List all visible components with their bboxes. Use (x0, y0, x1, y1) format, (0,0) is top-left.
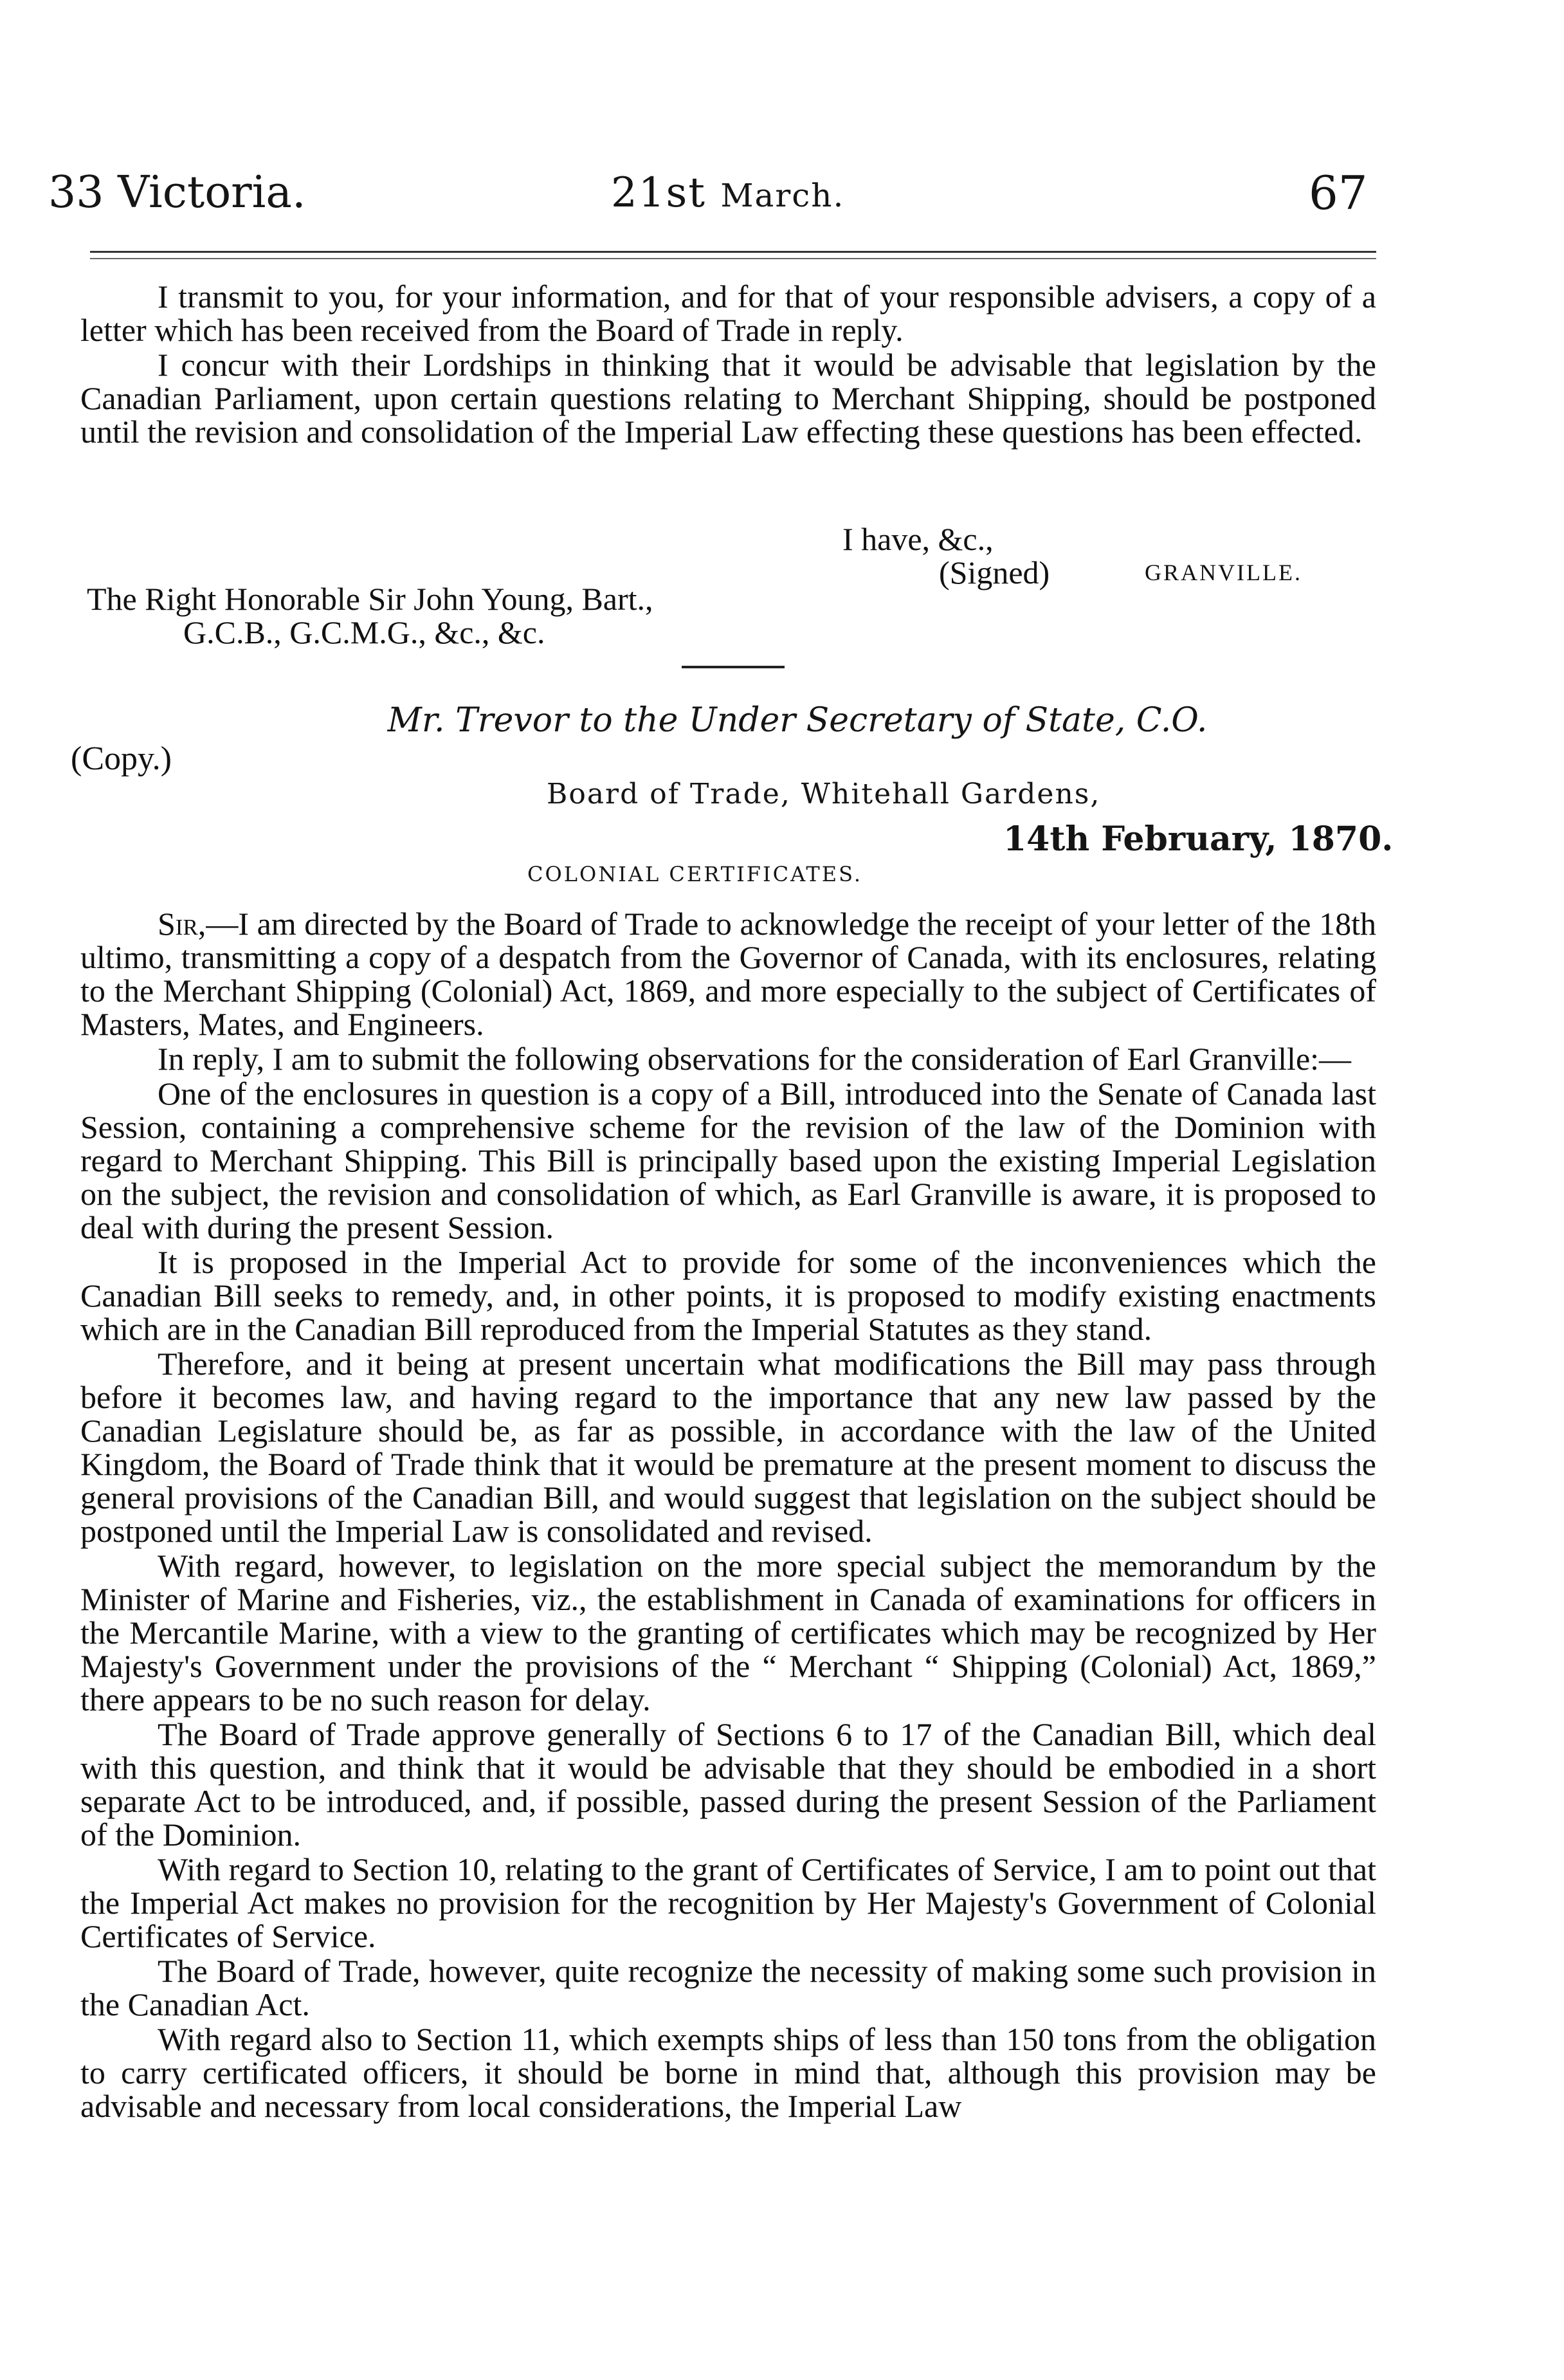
paragraph: With regard, however, to legislation on the more special subject the memorandum by the Minister of Marine and Fisheries, viz., the establishment in Canada of examinations for officers in the Mercantile Marine, with a view to the granting of certificates which may be recognized by Her Majesty's Government under the provisions of the “ Merchant “ Shipping (Colonial) Act, 1869,” there appears to be no such reason for delay. (80, 1548, 1376, 1717)
section-divider (682, 666, 785, 668)
addressee (87, 582, 859, 649)
paragraph: The Board of Trade, however, quite recognize the necessity of making some such provision in the Canadian Act. (80, 1953, 1376, 2022)
paragraph: With regard also to Section 11, which exempts ships of less than 150 tons from the obligation to carry certificated officers, it should be borne in mind that, although this provision may be advisable and necessary from local considerations, the Imperial Law (80, 2021, 1376, 2124)
letter-heading: Mr. Trevor to the Under Secretary of State, C.O. (387, 701, 1208, 740)
paragraph: The Board of Trade approve generally of Sections 6 to 17 of the Canadian Bill, which deal with this question, and think that it would be advisable that they should be embodied in a short separate Act to be introduced, and, if possible, passed during the present Session of the Parliament of the Dominion. (80, 1716, 1376, 1853)
addressee-name: The Right Honorable Sir John Young, Bart., (87, 581, 653, 617)
letter-body-trevor (80, 907, 1376, 2123)
page-number: 67 (1309, 166, 1368, 220)
paragraph: It is proposed in the Imperial Act to provide for some of the inconveniences which the Canadian Bill seeks to remedy, and, in other points, it is proposed to modify existing enactments which are in the Canadian Bill reproduced from the Imperial Statutes as they stand. (80, 1244, 1376, 1347)
copy-label: (Copy.) (71, 740, 172, 777)
running-head-regnal-year: 33 Victoria. (48, 167, 306, 218)
running-head-date (611, 164, 844, 224)
paragraph: With regard to Section 10, relating to the grant of Certificates of Service, I am to point out that the Imperial Act makes no provision for the recognition by Her Majesty's Government of Colonial Certificates of Service. (80, 1851, 1376, 1954)
signed-label: (Signed) (939, 554, 1050, 590)
letter-body-granville (80, 280, 1376, 448)
letter-date: 14th February, 1870. (1003, 819, 1394, 859)
paragraph-text: —I am directed by the Board of Trade to acknowledge the receipt of your letter of the 18th ultimo, transmitting a copy of a despatch from the Governor of Canada, with its enclosures, relating to the Merchant Shipping (Colonial) Act, 1869, and more especially to the subject of Certificates of Masters, Mates, and Engineers. (80, 906, 1376, 1042)
paragraph: In reply, I am to submit the following observations for the consideration of Earl Granville:— (158, 1041, 1352, 1077)
paragraph: I transmit to you, for your information, and for that of your responsible advisers, a copy of a letter which has been received from the Board of Trade in reply. (80, 279, 1376, 348)
running-head-day: 21st (611, 169, 706, 217)
paragraph (80, 907, 1376, 1041)
closing-block (842, 522, 1389, 589)
running-head-month: March. (720, 177, 845, 214)
paragraph: One of the enclosures in question is a copy of a Bill, introduced into the Senate of Canada last Session, containing a comprehensive scheme for the revision of the law of the Dominion with regard to Merchant Shipping. This Bill is principally based upon the existing Imperial Legislation on the subject, the revision and consolidation of which, as Earl Granville is aware, it is proposed to deal with during the present Session. (80, 1076, 1376, 1245)
salutation: Sir, (158, 906, 206, 942)
addressee-honours: G.C.B., G.C.M.G., &c., &c. (183, 614, 545, 650)
paragraph: I concur with their Lordships in thinking that it would be advisable that legislation by the Canadian Parliament, upon certain questions relating to Merchant Shipping, should be postponed until the revision and consolidation of the Imperial Law effecting these questions has been effected. (80, 347, 1376, 450)
header-rule (90, 251, 1376, 259)
running-head (0, 164, 1564, 235)
subject-caption: COLONIAL CERTIFICATES. (527, 862, 863, 886)
paragraph: Therefore, and it being at present uncertain what modifications the Bill may pass through before it becomes law, and having regard to the importance that any new law passed by the Canadian Legislature should be, as far as possible, in accordance with the law of the United Kingdom, the Board of Trade think that it would be premature at the present moment to discuss the general provisions of the Canadian Bill, and would suggest that legislation on the subject should be postponed until the Imperial Law is consolidated and revised. (80, 1346, 1376, 1549)
signature: GRANVILLE. (1145, 560, 1302, 585)
closing-formula: I have, &c., (842, 521, 994, 557)
sender-address: Board of Trade, Whitehall Gardens, (547, 778, 1101, 810)
